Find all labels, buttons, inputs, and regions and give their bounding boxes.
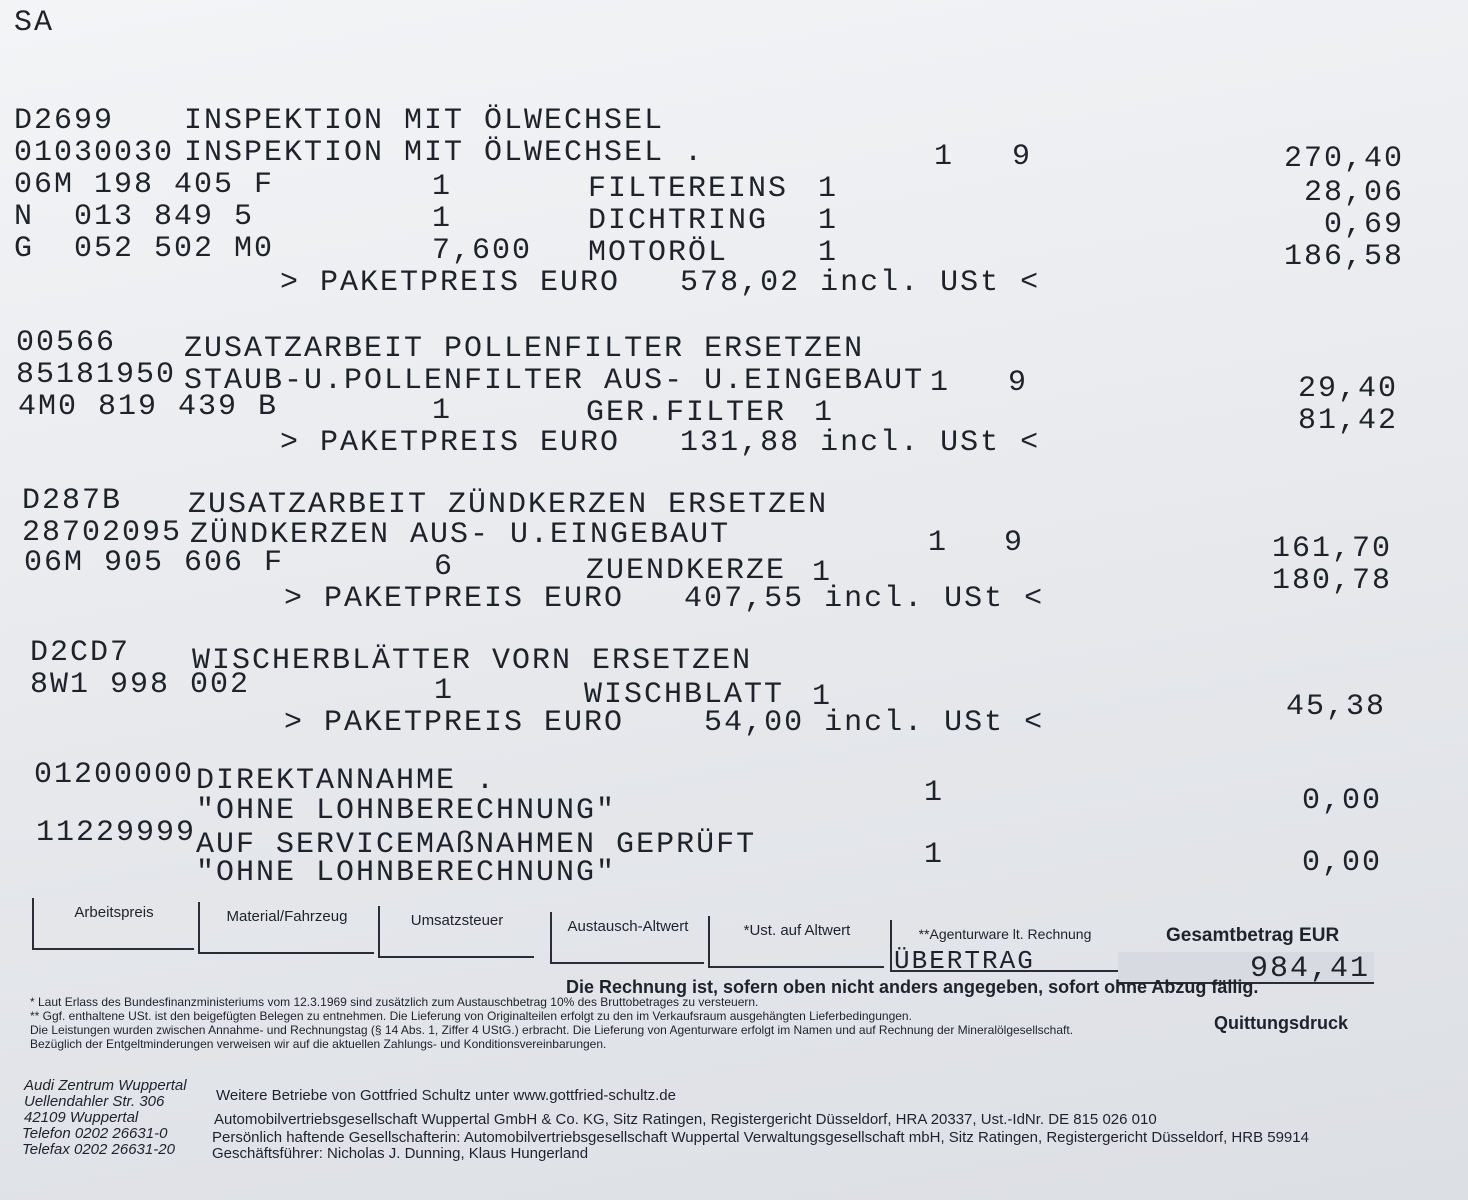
document-code: SA — [14, 6, 55, 40]
package-price: > PAKETPREIS EURO 131,88 incl. USt < — [280, 426, 1041, 460]
block-code: D2CD7 — [30, 636, 131, 670]
summary-label: Arbeitspreis — [74, 904, 154, 921]
labor-qty: 1 — [928, 526, 949, 560]
extra-number: 01200000 — [34, 758, 195, 792]
address-line: Telefax 0202 26631-20 — [22, 1141, 175, 1158]
extra-qty: 1 — [924, 776, 945, 810]
part-name: WISCHBLATT — [584, 678, 785, 712]
labor-number: 85181950 — [16, 358, 177, 392]
extra-description: AUF SERVICEMAßNAHMEN GEPRÜFT — [196, 828, 757, 862]
summary-box-vat-old — [708, 916, 884, 968]
company-line: Automobilvertriebsgesellschaft Wuppertal GmbH & Co. KG, Sitz Ratingen, Registergericht Düsseldorf, HRA 20337, Ust.-IdNr. DE 815 026 010 — [214, 1111, 1157, 1128]
extra-qty: 1 — [924, 838, 945, 872]
address-line: Uellendahler Str. 306 — [24, 1093, 165, 1110]
total-value: 984,41 — [1249, 952, 1370, 986]
summary-label: *Ust. auf Altwert — [743, 922, 851, 939]
part-qty: 6 — [434, 550, 455, 584]
part-name: FILTEREINS — [588, 172, 789, 206]
labor-price: 161,70 — [1271, 532, 1392, 566]
part-count: 1 — [812, 680, 833, 714]
extra-price: 0,00 — [1301, 784, 1382, 818]
extra-number: 11229999 — [36, 816, 197, 850]
block-title: ZUSATZARBEIT POLLENFILTER ERSETZEN — [184, 332, 865, 366]
summary-label: Material/Fahrzeug — [226, 908, 348, 925]
labor-number: 28702095 — [22, 516, 183, 550]
summary-label: **Agenturware lt. Rechnung — [918, 926, 1092, 942]
labor-description: INSPEKTION MIT ÖLWECHSEL . — [184, 136, 705, 170]
part-number: G 052 502 M0 — [14, 232, 275, 266]
part-name: GER.FILTER — [586, 396, 787, 430]
company-line: Geschäftsführer: Nicholas J. Dunning, Klaus Hungerland — [212, 1145, 589, 1162]
part-price: 0,69 — [1323, 208, 1404, 242]
part-count: 1 — [812, 556, 833, 590]
summary-box-material — [198, 902, 374, 954]
summary-label: Austausch-Altwert — [567, 918, 689, 935]
part-price: 81,42 — [1297, 404, 1398, 438]
address-line: 42109 Wuppertal — [24, 1109, 139, 1126]
summary-box-exchange — [550, 912, 704, 964]
part-price: 186,58 — [1283, 240, 1404, 274]
part-number: 06M 198 405 F — [14, 168, 275, 202]
fine-print-line: Die Leistungen wurden zwischen Annahme- und Rechnungstag (§ 14 Abs. 1, Ziffer 4 UStG.) erbracht. Die Lieferung von Agenturware erfolgt im Namen und auf Rechnung der Mineralölgesellschaft. — [30, 1023, 1074, 1037]
block-code: 00566 — [16, 326, 117, 360]
company-line: Persönlich haftende Gesellschafterin: Automobilvertriebsgesellschaft Wuppertal Verwaltungsgesellschaft mbH, Sitz Ratingen, Registergericht Düsseldorf, HRB 59914 — [212, 1129, 1309, 1146]
block-code: D2699 — [14, 104, 115, 138]
package-price: > PAKETPREIS EURO 407,55 incl. USt < — [284, 582, 1045, 616]
labor-qty: 1 — [934, 140, 955, 174]
labor-unit: 9 — [1008, 366, 1029, 400]
carry-over-label: ÜBERTRAG — [894, 946, 1035, 976]
part-qty: 1 — [434, 674, 455, 708]
part-qty: 1 — [432, 170, 453, 204]
part-name: DICHTRING — [588, 204, 769, 238]
company-line: Weitere Betriebe von Gottfried Schultz unter www.gottfried-schultz.de — [216, 1087, 676, 1104]
extra-price: 0,00 — [1301, 846, 1382, 880]
part-price: 45,38 — [1285, 690, 1386, 724]
receipt-label: Quittungsdruck — [1214, 1013, 1348, 1033]
extra-note: "OHNE LOHNBERECHNUNG" — [196, 794, 617, 828]
part-qty: 1 — [432, 394, 453, 428]
summary-box-vat — [378, 906, 534, 958]
part-count: 1 — [818, 236, 839, 270]
summary-label: Umsatzsteuer — [410, 912, 504, 929]
labor-number: 01030030 — [14, 136, 175, 170]
labor-qty: 1 — [930, 366, 951, 400]
extra-note: "OHNE LOHNBERECHNUNG" — [196, 856, 617, 890]
part-number: 8W1 998 002 — [30, 668, 251, 702]
part-qty: 1 — [432, 202, 453, 236]
part-price: 28,06 — [1303, 176, 1404, 210]
part-number: 06M 905 606 F — [24, 546, 285, 580]
block-title: ZUSATZARBEIT ZÜNDKERZEN ERSETZEN — [188, 488, 829, 522]
part-name: MOTORÖL — [588, 236, 729, 270]
part-number: 4M0 819 439 B — [18, 390, 279, 424]
fine-print-line: ** Ggf. enthaltene USt. ist den beigefügten Belegen zu entnehmen. Die Lieferung von Originalteilen erfolgt zu den im Verkaufsraum ausgehängten Lieferbedingungen. — [30, 1009, 912, 1023]
block-code: D287B — [22, 484, 123, 518]
part-count: 1 — [814, 396, 835, 430]
part-count: 1 — [818, 172, 839, 206]
block-title: INSPEKTION MIT ÖLWECHSEL — [184, 104, 665, 138]
part-qty: 7,600 — [432, 234, 533, 268]
extra-description: DIREKTANNAHME . — [196, 764, 497, 798]
labor-price: 270,40 — [1283, 142, 1404, 176]
address-line: Audi Zentrum Wuppertal — [24, 1077, 187, 1094]
labor-price: 29,40 — [1297, 372, 1398, 406]
labor-unit: 9 — [1004, 526, 1025, 560]
total-label: Gesamtbetrag EUR — [1166, 925, 1340, 946]
labor-description: STAUB-U.POLLENFILTER AUS- U.EINGEBAUT — [184, 364, 925, 398]
part-number: N 013 849 5 — [14, 200, 255, 234]
fine-print-line: * Laut Erlass des Bundesfinanzministeriums vom 12.3.1969 sind zusätzlich zum Austauschbetrag 10% des Bruttobetrages zu versteuern. — [30, 995, 759, 1009]
package-price: > PAKETPREIS EURO 54,00 incl. USt < — [284, 706, 1045, 740]
payment-notice: Die Rechnung ist, sofern oben nicht anders angegeben, sofort ohne Abzug fällig. — [566, 977, 1259, 997]
part-price: 180,78 — [1271, 564, 1392, 598]
labor-unit: 9 — [1012, 140, 1033, 174]
fine-print-line: Bezüglich der Entgeltminderungen verweisen wir auf die aktuellen Zahlungs- und Konditionsvereinbarungen. — [30, 1037, 607, 1051]
summary-box-labor — [32, 898, 194, 950]
block-title: WISCHERBLÄTTER VORN ERSETZEN — [192, 644, 753, 678]
package-price: > PAKETPREIS EURO 578,02 incl. USt < — [280, 266, 1041, 300]
address-line: Telefon 0202 26631-0 — [22, 1125, 168, 1142]
part-name: ZUENDKERZE — [586, 554, 787, 588]
labor-description: ZÜNDKERZEN AUS- U.EINGEBAUT — [190, 518, 731, 552]
part-count: 1 — [818, 204, 839, 238]
